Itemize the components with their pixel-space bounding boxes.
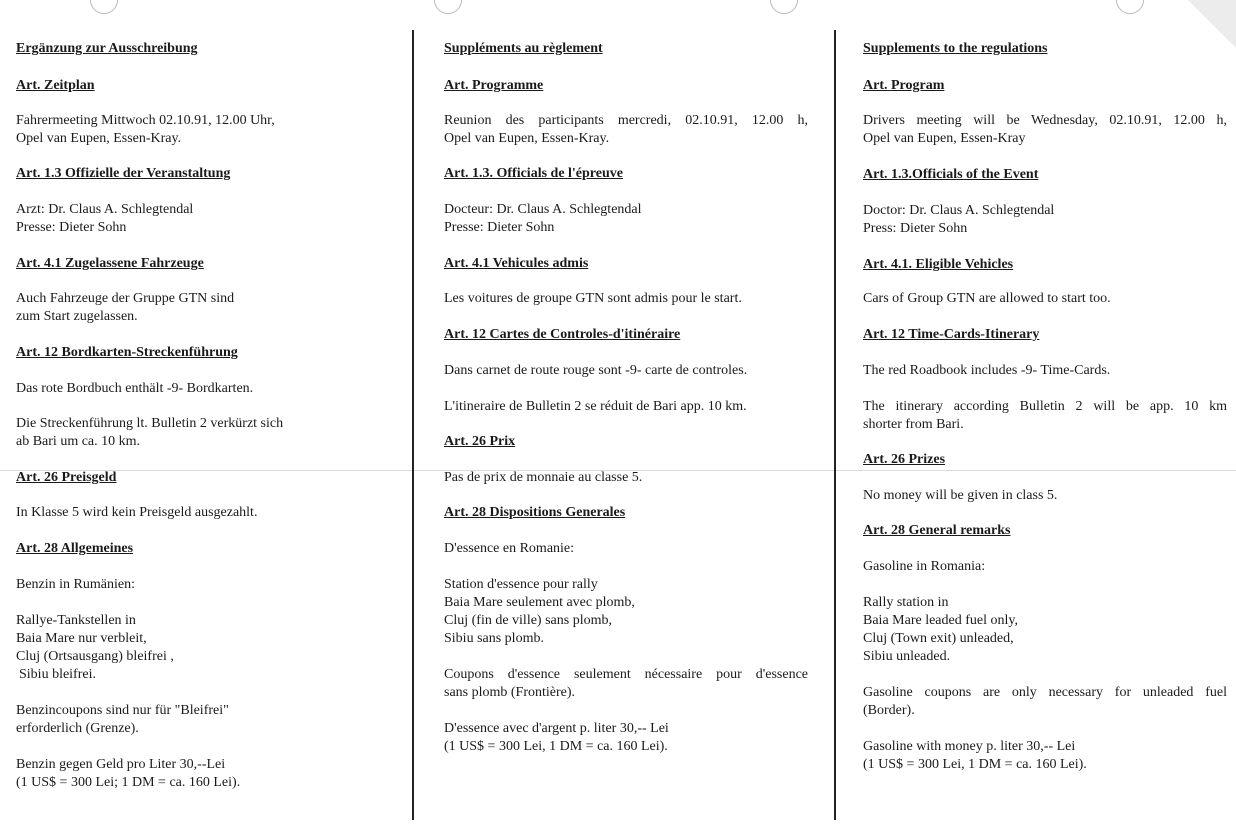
- french-cartes-line: L'itineraire de Bulletin 2 se réduit de Bari app. 10 km.: [444, 399, 747, 414]
- german-bordkarten-heading: Art. 12 Bordkarten-Streckenführung: [16, 345, 238, 360]
- german-zeitplan-heading: Art. Zeitplan: [16, 78, 95, 93]
- english-officials-line: Press: Dieter Sohn: [863, 221, 968, 236]
- column-divider: [834, 30, 836, 820]
- french-prix-line: Pas de prix de monnaie au classe 5.: [444, 470, 643, 485]
- french-cartes-heading: Art. 12 Cartes de Controles-d'itinéraire: [444, 327, 681, 342]
- french-dispositions-line: Sibiu sans plomb.: [444, 631, 544, 646]
- german-officials-line: Arzt: Dr. Claus A. Schlegtendal: [16, 202, 194, 217]
- german-preisgeld-line: In Klasse 5 wird kein Preisgeld ausgezahlt.: [16, 505, 258, 520]
- english-program-line: Drivers meeting will be Wednesday, 02.10.91, 12.00 h,: [863, 113, 1227, 128]
- english-remarks-line: Gasoline coupons are only necessary for unleaded fuel: [863, 685, 1227, 700]
- english-prizes-heading: Art. 26 Prizes: [863, 452, 946, 467]
- german-allgemeines-line: Cluj (Ortsausgang) bleifrei ,: [16, 649, 174, 664]
- french-vehicles-line: Les voitures de groupe GTN sont admis pour le start.: [444, 291, 742, 306]
- german-allgemeines-line: Benzin gegen Geld pro Liter 30,--Lei: [16, 757, 226, 772]
- english-program-line: Opel van Eupen, Essen-Kray: [863, 131, 1026, 146]
- english-column: [863, 0, 1229, 840]
- french-programme-line: Reunion des participants mercredi, 02.10.91, 12.00 h,: [444, 113, 808, 128]
- french-officials-line: Presse: Dieter Sohn: [444, 220, 555, 235]
- german-vehicles-heading: Art. 4.1 Zugelassene Fahrzeuge: [16, 256, 204, 271]
- german-column: [16, 0, 396, 840]
- german-vehicles-line: Auch Fahrzeuge der Gruppe GTN sind: [16, 291, 235, 306]
- french-dispositions-line: Coupons d'essence seulement nécessaire pour d'essence: [444, 667, 808, 682]
- german-zeitplan-line: Opel van Eupen, Essen-Kray.: [16, 131, 182, 146]
- english-officials-line: Doctor: Dr. Claus A. Schlegtendal: [863, 203, 1055, 218]
- english-timecards-line: shorter from Bari.: [863, 417, 964, 432]
- column-divider: [412, 30, 414, 820]
- english-title: Supplements to the regulations: [863, 41, 1048, 56]
- english-remarks-line: Cluj (Town exit) unleaded,: [863, 631, 1014, 646]
- french-dispositions-heading: Art. 28 Dispositions Generales: [444, 505, 626, 520]
- german-preisgeld-heading: Art. 26 Preisgeld: [16, 470, 117, 485]
- english-prizes-line: No money will be given in class 5.: [863, 488, 1058, 503]
- french-officials-heading: Art. 1.3. Officials de l'épreuve: [444, 166, 623, 181]
- german-bordkarten-line: Die Streckenführung lt. Bulletin 2 verkürzt sich: [16, 416, 284, 431]
- english-timecards-line: The red Roadbook includes -9- Time-Cards.: [863, 363, 1111, 378]
- german-allgemeines-line: Benzin in Rumänien:: [16, 577, 135, 592]
- english-remarks-heading: Art. 28 General remarks: [863, 523, 1011, 538]
- english-remarks-line: (1 US$ = 300 Lei, 1 DM = ca. 160 Lei).: [863, 757, 1087, 772]
- french-dispositions-line: sans plomb (Frontière).: [444, 685, 576, 700]
- french-dispositions-line: Baia Mare seulement avec plomb,: [444, 595, 635, 610]
- english-remarks-line: (Border).: [863, 703, 915, 718]
- french-dispositions-line: (1 US$ = 300 Lei, 1 DM = ca. 160 Lei).: [444, 739, 668, 754]
- french-dispositions-line: Station d'essence pour rally: [444, 577, 598, 592]
- french-dispositions-line: Cluj (fin de ville) sans plomb,: [444, 613, 612, 628]
- german-bordkarten-line: Das rote Bordbuch enthält -9- Bordkarten.: [16, 381, 254, 396]
- english-remarks-line: Rally station in: [863, 595, 949, 610]
- german-title: Ergänzung zur Ausschreibung: [16, 41, 198, 56]
- french-title: Suppléments au règlement: [444, 41, 603, 56]
- german-allgemeines-line: erforderlich (Grenze).: [16, 721, 139, 736]
- german-vehicles-line: zum Start zugelassen.: [16, 309, 138, 324]
- english-timecards-heading: Art. 12 Time-Cards-Itinerary: [863, 327, 1040, 342]
- french-column: [444, 0, 824, 840]
- french-dispositions-line: D'essence en Romanie:: [444, 541, 575, 556]
- english-remarks-line: Sibiu unleaded.: [863, 649, 951, 664]
- french-programme-heading: Art. Programme: [444, 78, 544, 93]
- english-remarks-line: Gasoline in Romania:: [863, 559, 986, 574]
- french-cartes-line: Dans carnet de route rouge sont -9- carte de controles.: [444, 363, 748, 378]
- french-dispositions-line: D'essence avec d'argent p. liter 30,-- Lei: [444, 721, 669, 736]
- english-vehicles-heading: Art. 4.1. Eligible Vehicles: [863, 257, 1014, 272]
- english-program-heading: Art. Program: [863, 78, 945, 93]
- english-vehicles-line: Cars of Group GTN are allowed to start too.: [863, 291, 1111, 306]
- german-bordkarten-line: ab Bari um ca. 10 km.: [16, 434, 141, 449]
- french-prix-heading: Art. 26 Prix: [444, 434, 516, 449]
- german-allgemeines-line: Baia Mare nur verbleit,: [16, 631, 147, 646]
- german-allgemeines-line: Sibiu bleifrei.: [19, 667, 96, 682]
- french-programme-line: Opel van Eupen, Essen-Kray.: [444, 131, 610, 146]
- german-allgemeines-line: (1 US$ = 300 Lei; 1 DM = ca. 160 Lei).: [16, 775, 241, 790]
- german-allgemeines-line: Rallye-Tankstellen in: [16, 613, 136, 628]
- german-allgemeines-heading: Art. 28 Allgemeines: [16, 541, 134, 556]
- french-officials-line: Docteur: Dr. Claus A. Schlegtendal: [444, 202, 642, 217]
- french-vehicles-heading: Art. 4.1 Vehicules admis: [444, 256, 589, 271]
- english-remarks-line: Baia Mare leaded fuel only,: [863, 613, 1018, 628]
- english-remarks-line: Gasoline with money p. liter 30,-- Lei: [863, 739, 1076, 754]
- german-zeitplan-line: Fahrermeeting Mittwoch 02.10.91, 12.00 Uhr,: [16, 113, 275, 128]
- german-officials-line: Presse: Dieter Sohn: [16, 220, 127, 235]
- german-officials-heading: Art. 1.3 Offizielle der Veranstaltung: [16, 166, 231, 181]
- english-officials-heading: Art. 1.3.Officials of the Event: [863, 167, 1039, 182]
- english-timecards-line: The itinerary according Bulletin 2 will be app. 10 km: [863, 399, 1227, 414]
- german-allgemeines-line: Benzincoupons sind nur für "Bleifrei": [16, 703, 229, 718]
